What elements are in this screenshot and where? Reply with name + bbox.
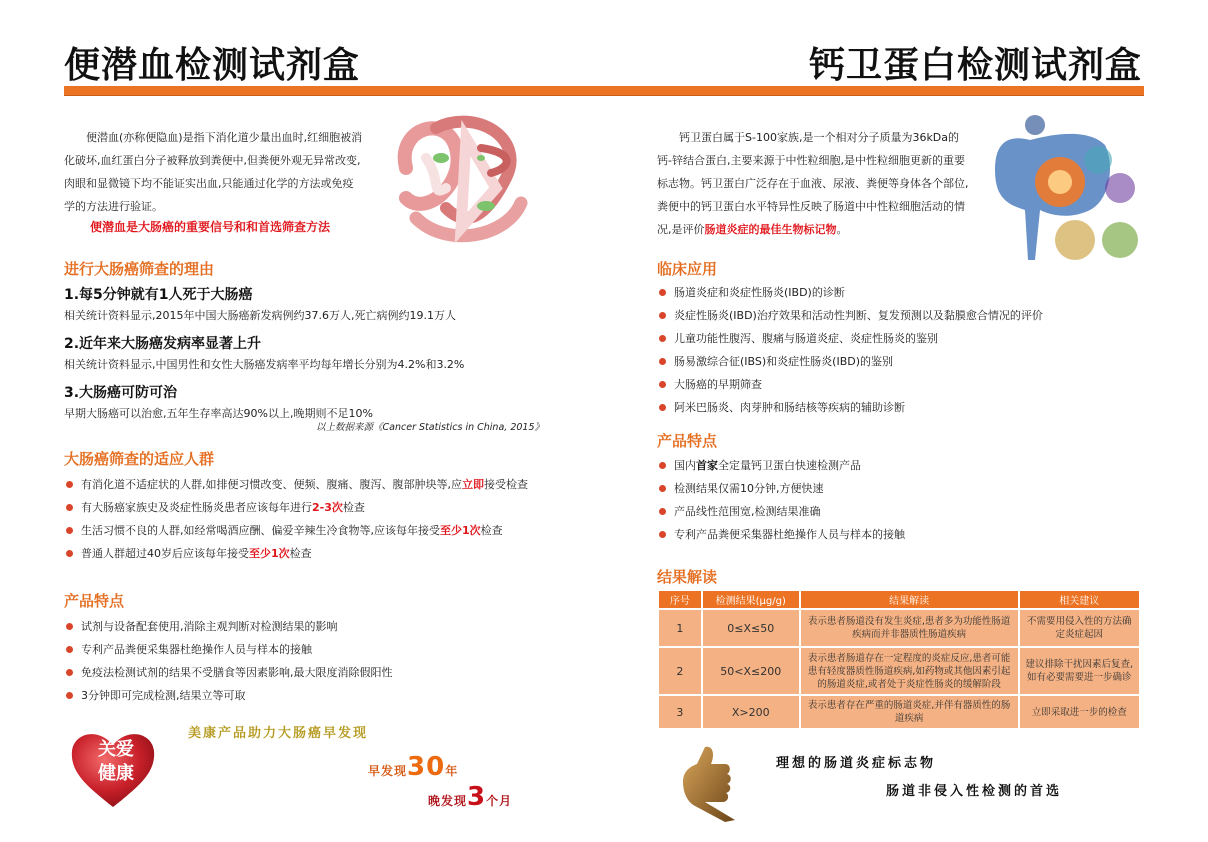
right-page-title: 钙卫蛋白检测试剂盒 <box>808 45 1142 86</box>
bullet-dot-icon <box>66 481 73 488</box>
results-heading: 结果解读 <box>657 568 718 586</box>
data-source-note: 以上数据来源《Cancer Statistics in China, 2015》 <box>316 422 544 433</box>
list-item: 专利产品粪便采集器杜绝操作人员与样本的接触 <box>657 523 905 546</box>
table-header-row <box>658 590 1140 609</box>
reason-title: 1.每5分钟就有1人死于大肠癌 <box>64 287 253 303</box>
list-item: 检测结果仅需10分钟,方便快速 <box>657 477 905 500</box>
bullet-dot-icon <box>659 335 666 342</box>
hemoglobin-protein-image <box>386 108 536 248</box>
tagline-line2: 肠道非侵入性检测的首选 <box>886 784 1063 799</box>
bullet-dot-icon <box>66 669 73 676</box>
clinical-heading: 临床应用 <box>657 260 718 278</box>
title-underline-bar <box>64 86 1144 96</box>
slogan-line1: 美康产品助力大肠癌早发现 <box>188 726 369 741</box>
heart-label: 关爱 健康 <box>98 739 134 784</box>
bullet-dot-icon <box>66 623 73 630</box>
slogan-line2: 早发现30年 <box>368 752 459 782</box>
fobt-features-list <box>64 615 393 707</box>
table-row: 2 50<X≤200 表示患者肠道存在一定程度的炎症反应,患者可能患有轻度器质性肠道疾病,如药物或其他因素引起的肠道炎症,或者处于炎症性肠炎的缓解阶段 建议排除干扰因素后复查,如有必要需要进一步确诊 <box>658 647 1140 695</box>
list-item: 肠易激综合征(IBS)和炎症性肠炎(IBD)的鉴别 <box>657 350 1043 373</box>
column-header: 结果解读 <box>800 590 1019 609</box>
calprotectin-intro: 钙卫蛋白属于S-100家族,是一个相对分子质量为36kDa的钙-锌结合蛋白,主要来源于中性粒细胞,是中性粒细胞更新的重要标志物。钙卫蛋白广泛存在于血液、尿液、粪便等身体各个部位,粪便中的钙卫蛋白水平特异性反映了肠道中中性粒细胞活动的情况,是评价肠道炎症的最佳生物标记物。 <box>657 131 969 236</box>
reasons-heading: 进行大肠癌筛查的理由 <box>64 260 215 278</box>
fobt-intro: 便潜血(亦称便隐血)是指下消化道少量出血时,红细胞被消化破坏,血红蛋白分子被释放到粪便中,但粪便外观无异常改变,肉眼和显微镜下均不能证实出血,只能通过化学的方法或免疫学的方法进行验证。 <box>64 131 363 213</box>
bullet-dot-icon <box>659 485 666 492</box>
reason-desc: 早期大肠癌可以治愈,五年生存率高达90%以上,晚期则不足10% <box>64 407 373 420</box>
list-item: 炎症性肠炎(IBD)治疗效果和活动性判断、复发预测以及黏膜愈合情况的评价 <box>657 304 1043 327</box>
list-item: 国内首家全定量钙卫蛋白快速检测产品 <box>657 454 905 477</box>
bullet-dot-icon <box>659 381 666 388</box>
list-item: 生活习惯不良的人群,如经常喝酒应酬、偏爱辛辣生冷食物等,应该每年接受至少1次检查 <box>64 519 528 542</box>
fobt-features-heading: 产品特点 <box>64 592 125 610</box>
bullet-dot-icon <box>659 312 666 319</box>
list-item: 试剂与设备配套使用,消除主观判断对检测结果的影响 <box>64 615 393 638</box>
reasons-list <box>64 278 554 421</box>
table-row: 3 X>200 表示患者存在严重的肠道炎症,并伴有器质性的肠道疾病 立即采取进一步的检查 <box>658 695 1140 729</box>
population-list <box>64 473 528 565</box>
bullet-dot-icon <box>66 527 73 534</box>
reason-title: 3.大肠癌可防可治 <box>64 385 178 401</box>
column-header: 序号 <box>658 590 702 609</box>
reason-desc: 相关统计资料显示,中国男性和女性大肠癌发病率平均每年增长分别为4.2%和3.2% <box>64 358 465 371</box>
bullet-dot-icon <box>659 289 666 296</box>
bullet-dot-icon <box>659 531 666 538</box>
list-item: 3分钟即可完成检测,结果立等可取 <box>64 684 393 707</box>
left-page-title: 便潜血检测试剂盒 <box>64 45 361 86</box>
intestine-protein-image <box>980 110 1145 272</box>
list-item: 儿童功能性腹泻、腹痛与肠道炎症、炎症性肠炎的鉴别 <box>657 327 1043 350</box>
results-table <box>657 589 1141 730</box>
bullet-dot-icon <box>659 404 666 411</box>
bullet-dot-icon <box>66 550 73 557</box>
bullet-dot-icon <box>659 462 666 469</box>
column-header: 检测结果(μg/g) <box>702 590 800 609</box>
bullet-dot-icon <box>66 692 73 699</box>
bullet-dot-icon <box>659 508 666 515</box>
tagline-line1: 理想的肠道炎症标志物 <box>776 756 937 771</box>
population-heading: 大肠癌筛查的适应人群 <box>64 450 215 468</box>
calprotectin-features-list <box>657 454 905 546</box>
reason-title: 2.近年来大肠癌发病率显著上升 <box>64 336 262 352</box>
list-item: 专利产品粪便采集器杜绝操作人员与样本的接触 <box>64 638 393 661</box>
slogan-line3: 晚发现3个月 <box>428 782 513 812</box>
list-item: 有消化道不适症状的人群,如排便习惯改变、便频、腹痛、腹泻、腹部肿块等,应立即接受检查 <box>64 473 528 496</box>
column-header: 相关建议 <box>1019 590 1140 609</box>
reason-desc: 相关统计资料显示,2015年中国大肠癌新发病例约37.6万人,死亡病例约19.1万人 <box>64 309 456 322</box>
fobt-intro-highlight: 便潜血是大肠癌的重要信号和和首选筛查方法 <box>90 220 331 234</box>
table-row: 1 0≤X≤50 表示患者肠道没有发生炎症,患者多为功能性肠道疾病而并非器质性肠道疾病 不需要用侵入性的方法确定炎症起因 <box>658 609 1140 647</box>
list-item: 有大肠癌家族史及炎症性肠炎患者应该每年进行2-3次检查 <box>64 496 528 519</box>
calprotectin-features-heading: 产品特点 <box>657 432 718 450</box>
list-item: 大肠癌的早期筛查 <box>657 373 1043 396</box>
thumbs-up-icon <box>675 742 755 822</box>
list-item: 肠道炎症和炎症性肠炎(IBD)的诊断 <box>657 281 1043 304</box>
list-item: 普通人群超过40岁后应该每年接受至少1次检查 <box>64 542 528 565</box>
list-item: 免疫法检测试剂的结果不受膳食等因素影响,最大限度消除假阳性 <box>64 661 393 684</box>
list-item: 阿米巴肠炎、肉芽肿和肠结核等疾病的辅助诊断 <box>657 396 1043 419</box>
bullet-dot-icon <box>66 646 73 653</box>
bullet-dot-icon <box>659 358 666 365</box>
clinical-list <box>657 281 1043 419</box>
list-item: 产品线性范围宽,检测结果准确 <box>657 500 905 523</box>
bullet-dot-icon <box>66 504 73 511</box>
